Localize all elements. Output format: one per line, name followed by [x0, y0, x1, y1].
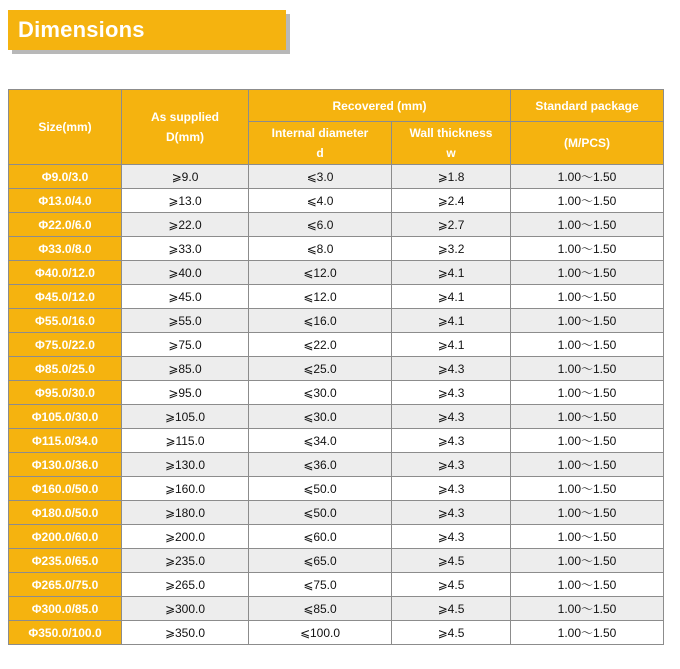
package-cell: 1.00～1.50	[511, 621, 664, 645]
internal-diameter-cell: ⩽12.0	[249, 285, 392, 309]
size-cell: Φ160.0/50.0	[9, 477, 122, 501]
table-row	[9, 261, 664, 285]
as-supplied-cell: ⩾300.0	[122, 597, 249, 621]
package-cell: 1.00～1.50	[511, 549, 664, 573]
as-supplied-cell: ⩾13.0	[122, 189, 249, 213]
wall-thickness-cell: ⩾4.5	[392, 597, 511, 621]
header-wall-line1: Wall thickness	[409, 126, 493, 140]
wall-thickness-cell: ⩾4.3	[392, 357, 511, 381]
package-cell: 1.00～1.50	[511, 597, 664, 621]
as-supplied-cell: ⩾115.0	[122, 429, 249, 453]
wall-thickness-cell: ⩾2.4	[392, 189, 511, 213]
internal-diameter-cell: ⩽4.0	[249, 189, 392, 213]
table-row	[9, 333, 664, 357]
wall-thickness-cell: ⩾3.2	[392, 237, 511, 261]
size-cell: Φ130.0/36.0	[9, 453, 122, 477]
package-cell: 1.00～1.50	[511, 405, 664, 429]
as-supplied-cell: ⩾45.0	[122, 285, 249, 309]
size-cell: Φ22.0/6.0	[9, 213, 122, 237]
table-row	[9, 573, 664, 597]
size-cell: Φ180.0/50.0	[9, 501, 122, 525]
as-supplied-cell: ⩾105.0	[122, 405, 249, 429]
as-supplied-cell: ⩾130.0	[122, 453, 249, 477]
table-row	[9, 525, 664, 549]
table-row	[9, 237, 664, 261]
internal-diameter-cell: ⩽3.0	[249, 165, 392, 189]
package-cell: 1.00～1.50	[511, 453, 664, 477]
internal-diameter-cell: ⩽8.0	[249, 237, 392, 261]
wall-thickness-cell: ⩾4.1	[392, 333, 511, 357]
as-supplied-cell: ⩾85.0	[122, 357, 249, 381]
as-supplied-cell: ⩾180.0	[122, 501, 249, 525]
table-body	[9, 165, 664, 645]
wall-thickness-cell: ⩾4.5	[392, 621, 511, 645]
size-cell: Φ265.0/75.0	[9, 573, 122, 597]
header-as-supplied	[122, 90, 249, 165]
internal-diameter-cell: ⩽50.0	[249, 501, 392, 525]
package-cell: 1.00～1.50	[511, 213, 664, 237]
package-cell: 1.00～1.50	[511, 309, 664, 333]
internal-diameter-cell: ⩽6.0	[249, 213, 392, 237]
wall-thickness-cell: ⩾4.3	[392, 501, 511, 525]
as-supplied-cell: ⩾22.0	[122, 213, 249, 237]
internal-diameter-cell: ⩽85.0	[249, 597, 392, 621]
package-cell: 1.00～1.50	[511, 165, 664, 189]
size-cell: Φ9.0/3.0	[9, 165, 122, 189]
header-size: Size(mm)	[9, 90, 122, 165]
wall-thickness-cell: ⩾1.8	[392, 165, 511, 189]
header-internal-diameter	[249, 122, 392, 165]
internal-diameter-cell: ⩽65.0	[249, 549, 392, 573]
package-cell: 1.00～1.50	[511, 477, 664, 501]
internal-diameter-cell: ⩽60.0	[249, 525, 392, 549]
as-supplied-cell: ⩾160.0	[122, 477, 249, 501]
package-cell: 1.00～1.50	[511, 237, 664, 261]
table-row	[9, 213, 664, 237]
wall-thickness-cell: ⩾4.3	[392, 453, 511, 477]
wall-thickness-cell: ⩾4.3	[392, 525, 511, 549]
table-row	[9, 165, 664, 189]
package-cell: 1.00～1.50	[511, 381, 664, 405]
table-row	[9, 309, 664, 333]
package-cell: 1.00～1.50	[511, 429, 664, 453]
size-cell: Φ105.0/30.0	[9, 405, 122, 429]
size-cell: Φ13.0/4.0	[9, 189, 122, 213]
wall-thickness-cell: ⩾2.7	[392, 213, 511, 237]
wall-thickness-cell: ⩾4.5	[392, 549, 511, 573]
package-cell: 1.00～1.50	[511, 357, 664, 381]
table-row	[9, 549, 664, 573]
package-cell: 1.00～1.50	[511, 261, 664, 285]
header-package-line2: (M/PCS)	[511, 122, 664, 165]
package-cell: 1.00～1.50	[511, 333, 664, 357]
table-row	[9, 453, 664, 477]
size-cell: Φ300.0/85.0	[9, 597, 122, 621]
internal-diameter-cell: ⩽50.0	[249, 477, 392, 501]
size-cell: Φ95.0/30.0	[9, 381, 122, 405]
header-package-line1: Standard package	[511, 90, 664, 122]
table-row	[9, 477, 664, 501]
wall-thickness-cell: ⩾4.3	[392, 405, 511, 429]
package-cell: 1.00～1.50	[511, 285, 664, 309]
wall-thickness-cell: ⩾4.5	[392, 573, 511, 597]
internal-diameter-cell: ⩽30.0	[249, 381, 392, 405]
as-supplied-cell: ⩾75.0	[122, 333, 249, 357]
wall-thickness-cell: ⩾4.1	[392, 309, 511, 333]
package-cell: 1.00～1.50	[511, 501, 664, 525]
table-row	[9, 381, 664, 405]
size-cell: Φ200.0/60.0	[9, 525, 122, 549]
table-row	[9, 357, 664, 381]
wall-thickness-cell: ⩾4.3	[392, 477, 511, 501]
header-internal-line2: d	[316, 146, 324, 160]
as-supplied-cell: ⩾200.0	[122, 525, 249, 549]
as-supplied-cell: ⩾55.0	[122, 309, 249, 333]
size-cell: Φ33.0/8.0	[9, 237, 122, 261]
header-as-supplied-line2: D(mm)	[166, 130, 204, 144]
size-cell: Φ115.0/34.0	[9, 429, 122, 453]
size-cell: Φ40.0/12.0	[9, 261, 122, 285]
package-cell: 1.00～1.50	[511, 573, 664, 597]
internal-diameter-cell: ⩽12.0	[249, 261, 392, 285]
internal-diameter-cell: ⩽30.0	[249, 405, 392, 429]
wall-thickness-cell: ⩾4.1	[392, 261, 511, 285]
as-supplied-cell: ⩾350.0	[122, 621, 249, 645]
table-row	[9, 189, 664, 213]
internal-diameter-cell: ⩽34.0	[249, 429, 392, 453]
wall-thickness-cell: ⩾4.3	[392, 381, 511, 405]
header-as-supplied-line1: As supplied	[150, 110, 219, 124]
table-row	[9, 597, 664, 621]
header-wall-thickness	[392, 122, 511, 165]
as-supplied-cell: ⩾33.0	[122, 237, 249, 261]
table-row	[9, 501, 664, 525]
header-internal-line1: Internal diameter	[271, 126, 369, 140]
package-cell: 1.00～1.50	[511, 525, 664, 549]
size-cell: Φ45.0/12.0	[9, 285, 122, 309]
section-title: Dimensions	[8, 10, 286, 50]
size-cell: Φ55.0/16.0	[9, 309, 122, 333]
dimensions-table	[8, 89, 664, 645]
header-recovered: Recovered (mm)	[249, 90, 511, 122]
size-cell: Φ350.0/100.0	[9, 621, 122, 645]
table-row	[9, 621, 664, 645]
internal-diameter-cell: ⩽16.0	[249, 309, 392, 333]
size-cell: Φ235.0/65.0	[9, 549, 122, 573]
wall-thickness-cell: ⩾4.3	[392, 429, 511, 453]
table-row	[9, 405, 664, 429]
internal-diameter-cell: ⩽36.0	[249, 453, 392, 477]
internal-diameter-cell: ⩽100.0	[249, 621, 392, 645]
as-supplied-cell: ⩾9.0	[122, 165, 249, 189]
table-row	[9, 429, 664, 453]
internal-diameter-cell: ⩽25.0	[249, 357, 392, 381]
header-wall-line2: w	[446, 146, 456, 160]
size-cell: Φ75.0/22.0	[9, 333, 122, 357]
as-supplied-cell: ⩾265.0	[122, 573, 249, 597]
as-supplied-cell: ⩾95.0	[122, 381, 249, 405]
internal-diameter-cell: ⩽75.0	[249, 573, 392, 597]
as-supplied-cell: ⩾235.0	[122, 549, 249, 573]
wall-thickness-cell: ⩾4.1	[392, 285, 511, 309]
package-cell: 1.00～1.50	[511, 189, 664, 213]
size-cell: Φ85.0/25.0	[9, 357, 122, 381]
as-supplied-cell: ⩾40.0	[122, 261, 249, 285]
table-row	[9, 285, 664, 309]
internal-diameter-cell: ⩽22.0	[249, 333, 392, 357]
